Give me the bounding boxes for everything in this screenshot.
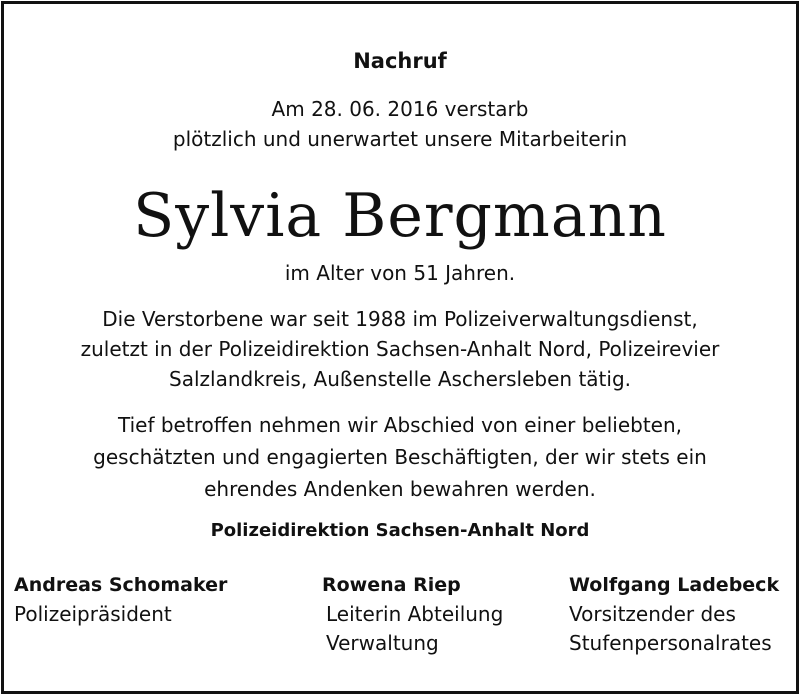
signatory-2 bbox=[322, 571, 503, 658]
paragraph-line: Salzlandkreis, Außenstelle Aschersleben tätig. bbox=[169, 367, 631, 391]
intro-text bbox=[4, 94, 796, 154]
signatory-name: Rowena Riep bbox=[322, 574, 461, 596]
signatory-name: Wolfgang Ladebeck bbox=[569, 574, 780, 596]
paragraph-line: Tief betroffen nehmen wir Abschied von einer beliebten, bbox=[117, 413, 682, 437]
organization-name: Polizeidirektion Sachsen-Anhalt Nord bbox=[210, 520, 590, 541]
intro-line: Am 28. 06. 2016 verstarb bbox=[271, 97, 529, 121]
signatory-name: Andreas Schomaker bbox=[14, 574, 228, 596]
intro-line: plötzlich und unerwartet unsere Mitarbeiterin bbox=[172, 127, 628, 151]
career-paragraph bbox=[4, 304, 796, 394]
signatory-title: Verwaltung bbox=[326, 631, 439, 655]
deceased-name: Sylvia Bergmann bbox=[133, 181, 667, 251]
notice-heading: Nachruf bbox=[353, 49, 447, 73]
paragraph-line: zuletzt in der Polizeidirektion Sachsen-Anhalt Nord, Polizeirevier bbox=[80, 337, 720, 361]
signatory-title: Leiterin Abteilung bbox=[326, 602, 504, 626]
signatory-title: Stufenpersonalrates bbox=[569, 631, 772, 655]
obituary-notice bbox=[1, 1, 799, 694]
signatory-3 bbox=[569, 571, 779, 658]
farewell-paragraph bbox=[4, 409, 796, 505]
paragraph-line: Die Verstorbene war seit 1988 im Polizeiverwaltungsdienst, bbox=[102, 307, 698, 331]
signatory-title: Vorsitzender des bbox=[569, 602, 736, 626]
paragraph-line: geschätzten und engagierten Beschäftigten, der wir stets ein bbox=[93, 445, 707, 469]
signatory-1 bbox=[14, 571, 227, 629]
paragraph-line: ehrendes Andenken bewahren werden. bbox=[204, 477, 596, 501]
age-text: im Alter von 51 Jahren. bbox=[284, 261, 516, 285]
signatory-title: Polizeipräsident bbox=[14, 602, 172, 626]
